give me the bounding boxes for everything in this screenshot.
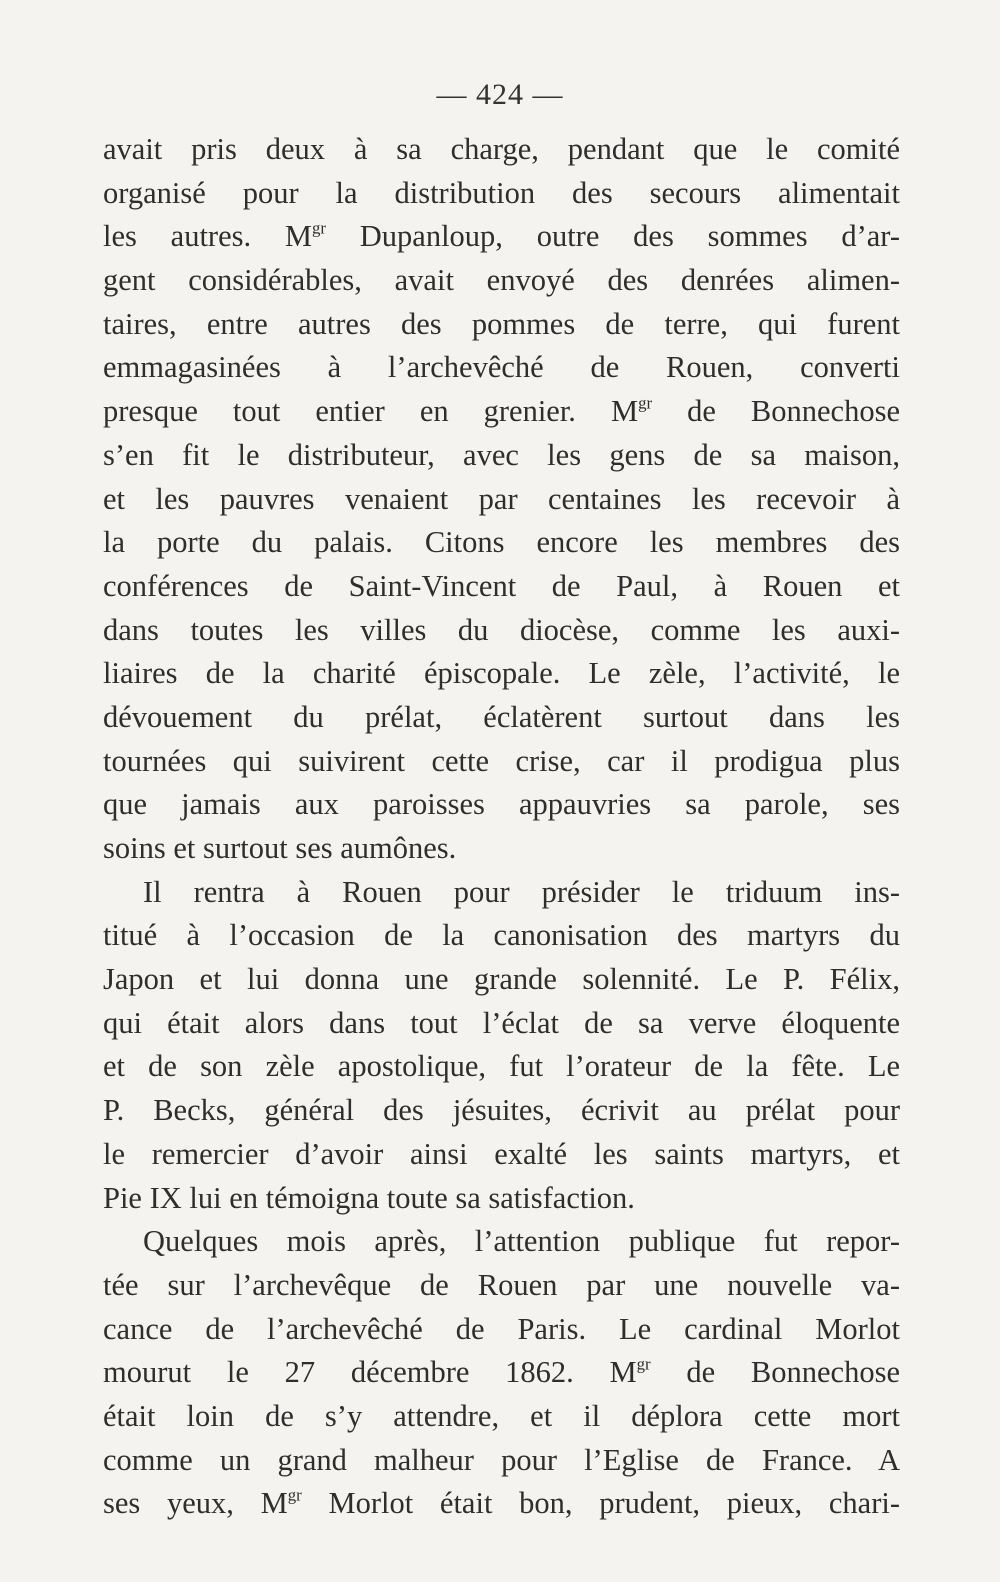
- text-segment: presque tout entier en grenier. M: [103, 394, 639, 429]
- text-line: qui était alors dans tout l’éclat de sa verve éloquente: [103, 1005, 900, 1040]
- text-segment: de Bonnechose: [650, 1355, 900, 1390]
- text-segment: mourut le 27 décembre 1862. M: [103, 1355, 637, 1390]
- text-line: Quelques mois après, l’attention publique fut repor-: [143, 1224, 900, 1259]
- text-line: Pie IX lui en témoigna toute sa satisfaction.: [103, 1180, 635, 1215]
- text-line: dans toutes les villes du diocèse, comme les auxi-: [103, 612, 900, 647]
- text-line: et les pauvres venaient par centaines les recevoir à: [103, 481, 900, 516]
- text-line: tournées qui suivirent cette crise, car il prodigua plus: [103, 743, 900, 778]
- text-line: titué à l’occasion de la canonisation des martyrs du: [103, 918, 900, 953]
- text-line: comme un grand malheur pour l’Eglise de France. A: [103, 1442, 900, 1477]
- text-line: et de son zèle apostolique, fut l’orateur de la fête. Le: [103, 1049, 900, 1084]
- text-line: s’en fit le distributeur, avec les gens de sa maison,: [103, 437, 900, 472]
- text-line: conférences de Saint-Vincent de Paul, à Rouen et: [103, 568, 900, 603]
- superscript-abbreviation: gr: [312, 218, 326, 238]
- text-segment: les autres. M: [103, 219, 313, 254]
- text-line: gent considérables, avait envoyé des denrées alimen-: [103, 263, 900, 298]
- text-line: organisé pour la distribution des secours alimentait: [103, 175, 900, 210]
- text-line: était loin de s’y attendre, et il déplora cette mort: [103, 1398, 900, 1433]
- text-line: [103, 1351, 900, 1395]
- text-segment: Morlot était bon, prudent, pieux, chari-: [301, 1486, 900, 1521]
- page-number: — 424 —: [436, 78, 564, 111]
- text-line: cance de l’archevêché de Paris. Le cardinal Morlot: [103, 1311, 900, 1346]
- text-segment: de Bonnechose: [652, 394, 900, 429]
- text-line: que jamais aux paroisses appauvries sa parole, ses: [103, 787, 900, 822]
- text-line: taires, entre autres des pommes de terre, qui furent: [103, 306, 900, 341]
- superscript-abbreviation: gr: [287, 1485, 302, 1505]
- text-line: Japon et lui donna une grande solennité. Le P. Félix,: [103, 962, 900, 997]
- text-segment: ses yeux, M: [103, 1486, 288, 1521]
- text-line: [103, 215, 900, 259]
- text-line: dévouement du prélat, éclatèrent surtout dans les: [103, 699, 900, 734]
- text-line: [103, 390, 900, 434]
- superscript-abbreviation: gr: [638, 393, 653, 413]
- text-line: soins et surtout ses aumônes.: [103, 831, 457, 865]
- text-line: le remercier d’avoir ainsi exalté les saints martyrs, et: [103, 1136, 900, 1171]
- text-segment: Dupanloup, outre des sommes d’ar-: [325, 219, 900, 254]
- text-line: liaires de la charité épiscopale. Le zèle, l’activité, le: [103, 656, 900, 691]
- text-line: Il rentra à Rouen pour présider le triduum ins-: [143, 874, 900, 909]
- superscript-abbreviation: gr: [636, 1354, 651, 1374]
- text-line: la porte du palais. Citons encore les membres des: [103, 525, 900, 560]
- text-line: emmagasinées à l’archevêché de Rouen, converti: [103, 350, 900, 385]
- text-line: [103, 1482, 900, 1526]
- text-line: P. Becks, général des jésuites, écrivit au prélat pour: [103, 1093, 900, 1128]
- body-text: [103, 128, 900, 1526]
- text-line: tée sur l’archevêque de Rouen par une nouvelle va-: [103, 1267, 900, 1302]
- text-line: avait pris deux à sa charge, pendant que le comité: [103, 132, 900, 166]
